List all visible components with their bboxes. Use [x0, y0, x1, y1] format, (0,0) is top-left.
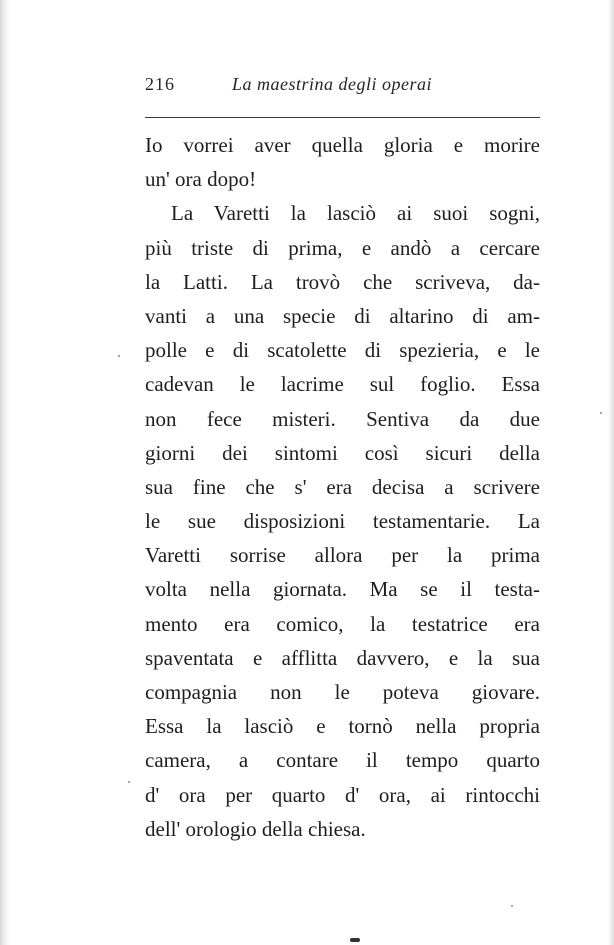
body-text — [145, 128, 540, 846]
text-line: Essa la lasciò e tornò nella propria — [145, 714, 540, 739]
running-head — [145, 74, 541, 104]
text-line: La Varetti la lasciò ai suoi sogni, — [171, 201, 540, 226]
text-line: volta nella giornata. Ma se il testa- — [145, 577, 540, 602]
text-line: compagnia non le poteva giovare. — [145, 680, 540, 704]
page-right-edge-shadow — [608, 0, 614, 945]
text-line: non fece misteri. Sentiva da due — [145, 406, 540, 431]
text-line: dell' orologio della chiesa. — [145, 816, 366, 841]
page-left-edge-shadow — [0, 0, 10, 945]
text-line: le sue disposizioni testamentarie. La — [145, 509, 540, 534]
text-line: spaventata e afflitta davvero, e la sua — [145, 645, 540, 670]
text-line: vanti a una specie di altarino di am- — [145, 303, 540, 328]
header-rule — [145, 117, 540, 118]
text-line: più triste di prima, e andò a cercare — [145, 235, 540, 260]
paper-speck — [511, 905, 513, 907]
text-line: mento era comico, la testatrice era — [145, 611, 540, 636]
text-line: giorni dei sintomi così sicuri della — [145, 440, 540, 465]
text-line: sua fine che s' era decisa a scrivere — [145, 474, 540, 499]
text-line: d' ora per quarto d' ora, ai rintocchi — [145, 782, 540, 807]
text-line: cadevan le lacrime sul foglio. Essa — [145, 372, 540, 397]
running-title: La maestrina degli operai — [232, 74, 432, 94]
page-number: 216 — [145, 74, 175, 94]
paper-speck — [350, 938, 360, 942]
text-line: camera, a contare il tempo quarto — [145, 748, 540, 773]
text-line: un' ora dopo! — [145, 167, 257, 192]
text-line: Varetti sorrise allora per la prima — [145, 543, 540, 568]
paper-speck — [128, 781, 130, 783]
text-line: Io vorrei aver quella gloria e morire — [145, 133, 540, 157]
paper-speck — [600, 412, 602, 414]
text-line: la Latti. La trovò che scriveva, da- — [145, 269, 540, 294]
paper-speck — [118, 355, 120, 357]
text-line: polle e di scatolette di spezieria, e le — [145, 338, 540, 363]
